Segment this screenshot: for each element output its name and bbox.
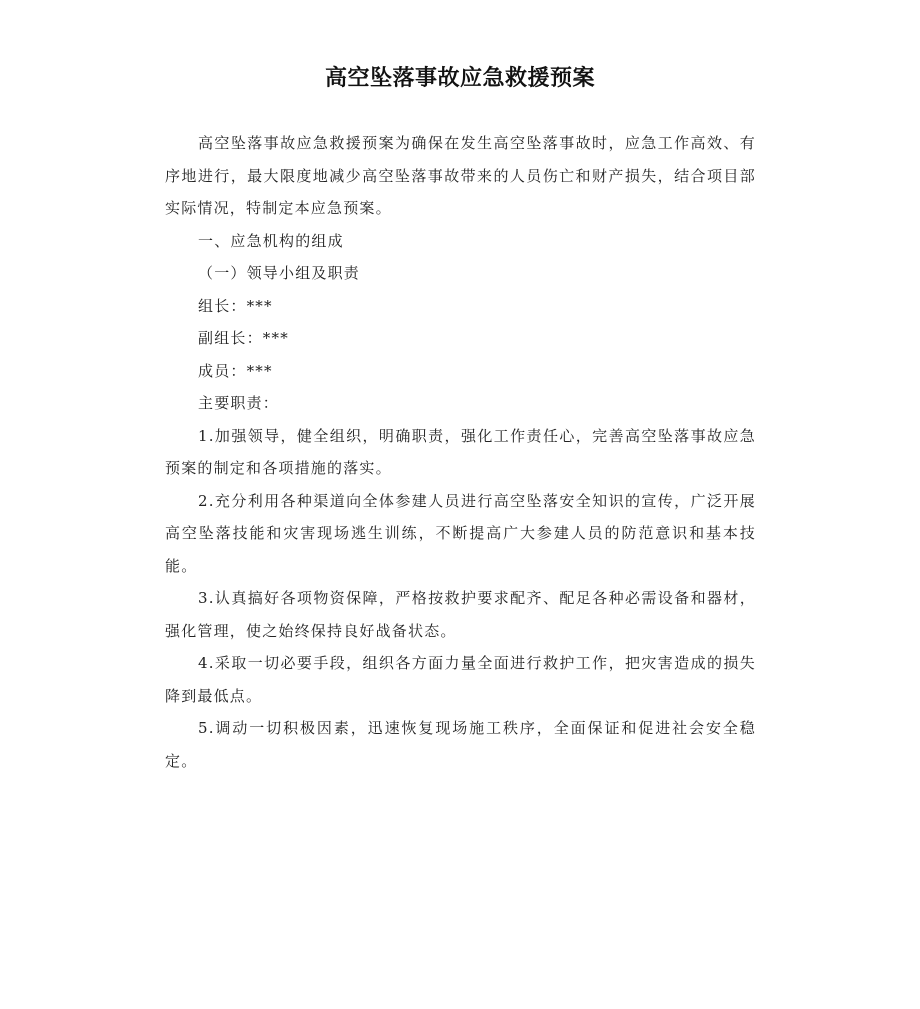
subsection-heading-leadership: （一）领导小组及职责: [198, 264, 361, 282]
deputy-leader-line: 副组长：***: [198, 329, 289, 347]
duty-item-3: 3.认真搞好各项物资保障，严格按救护要求配齐、配足各种必需设备和器材，强化管理，使之始终保持良好战备状态。: [165, 589, 756, 640]
duty-item-4: 4.采取一切必要手段，组织各方面力量全面进行救护工作，把灾害造成的损失降到最低点。: [165, 654, 756, 705]
document-title: 高空坠落事故应急救援预案: [324, 66, 595, 91]
duty-item-2: 2.充分利用各种渠道向全体参建人员进行高空坠落安全知识的宣传，广泛开展高空坠落技能和灾害现场逃生训练，不断提高广大参建人员的防范意识和基本技能。: [165, 491, 756, 575]
members-line: 成员：***: [198, 361, 273, 380]
document-body: [165, 127, 756, 777]
duty-item-5: 5.调动一切积极因素，迅速恢复现场施工秩序，全面保证和促进社会安全稳定。: [165, 719, 756, 770]
main-duties-heading: 主要职责：: [198, 394, 280, 412]
team-leader-line: 组长：***: [198, 296, 273, 315]
section-heading-organization: 一、应急机构的组成: [198, 231, 344, 250]
intro-paragraph: 高空坠落事故应急救援预案为确保在发生高空坠落事故时，应急工作高效、有序地进行，最大限度地减少高空坠落事故带来的人员伤亡和财产损失，结合项目部实际情况，特制定本应急预案。: [165, 134, 756, 217]
duty-item-1: 1.加强领导，健全组织，明确职责，强化工作责任心，完善高空坠落事故应急预案的制定和各项措施的落实。: [165, 426, 756, 477]
